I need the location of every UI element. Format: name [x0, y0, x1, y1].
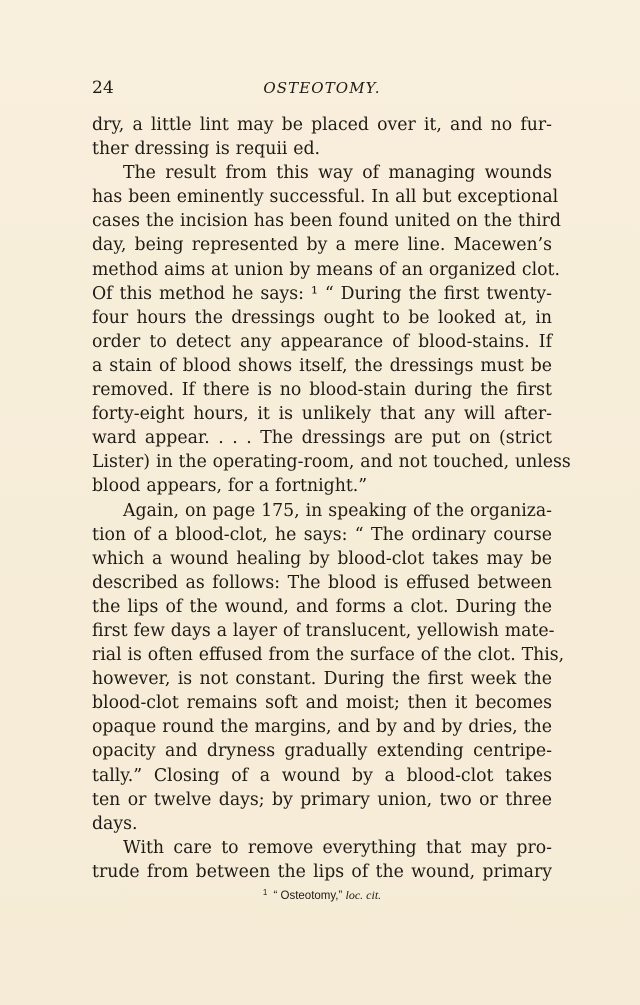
text-line: opacity and dryness gradually extending centripe- — [92, 741, 552, 762]
text-line: Again, on page 175, in speaking of the organiza- — [123, 500, 552, 521]
text-line: blood appears, for a fortnight.” — [92, 476, 368, 497]
body-text — [92, 113, 571, 884]
text-line: ten or twelve days; by primary union, two or three — [92, 789, 552, 810]
footnote — [92, 885, 552, 904]
text-line: ward appear. . . . The dressings are put on (strict — [92, 428, 552, 449]
footnote-citation: loc. cit. — [345, 888, 382, 902]
text-line: cases the incision has been found united on the third — [92, 211, 561, 232]
text-line: ther dressing is requii ed. — [92, 139, 321, 160]
text-line: four hours the dressings ought to be looked at, in — [92, 307, 552, 328]
text-line: Lister) in the operating-room, and not touched, unless — [92, 452, 571, 473]
footnote-marker: 1 — [262, 888, 268, 897]
text-line: forty-eight hours, it is unlikely that any will after- — [92, 404, 552, 425]
text-line: has been eminently successful. In all but exceptional — [92, 187, 559, 208]
text-line: dry, a little lint may be placed over it, and no fur- — [92, 115, 552, 135]
text-line: rial is often effused from the surface of the clot. This, — [92, 645, 565, 666]
text-line: a stain of blood shows itself, the dressings must be — [92, 355, 552, 376]
text-line: days. — [92, 813, 138, 834]
text-line: The result from this way of managing wounds — [123, 163, 552, 184]
text-line: tally.” Closing of a wound by a blood-clot takes — [92, 765, 552, 786]
running-title: OSTEOTOMY. — [263, 79, 381, 97]
text-line: which a wound healing by blood-clot takes may be — [92, 548, 552, 569]
footnote-text: “ Osteotomy,” — [273, 890, 343, 902]
text-line: however, is not constant. During the first week the — [92, 669, 552, 690]
text-line: blood-clot remains soft and moist; then it becomes — [92, 693, 552, 714]
text-line: trude from between the lips of the wound, primary — [92, 861, 552, 882]
text-line: method aims at union by means of an organized clot. — [92, 259, 560, 280]
text-line: order to detect any appearance of blood-stains. If — [92, 331, 552, 352]
text-line: described as follows: The blood is effused between — [92, 572, 552, 593]
text-line: the lips of the wound, and forms a clot. During the — [92, 596, 552, 617]
page-number: 24 — [92, 78, 115, 98]
text-line: With care to remove everything that may pro- — [123, 837, 552, 858]
text-line: day, being represented by a mere line. Macewen’s — [92, 235, 552, 256]
text-line: Of this method he says: ¹ “ During the first twenty- — [92, 283, 552, 304]
text-line: removed. If there is no blood-stain during the first — [92, 380, 552, 401]
text-line: tion of a blood-clot, he says: “ The ordinary course — [92, 524, 552, 545]
running-head — [92, 76, 552, 100]
text-line: opaque round the margins, and by and by dries, the — [92, 717, 552, 738]
text-line: first few days a layer of translucent, yellowish mate- — [92, 620, 555, 641]
